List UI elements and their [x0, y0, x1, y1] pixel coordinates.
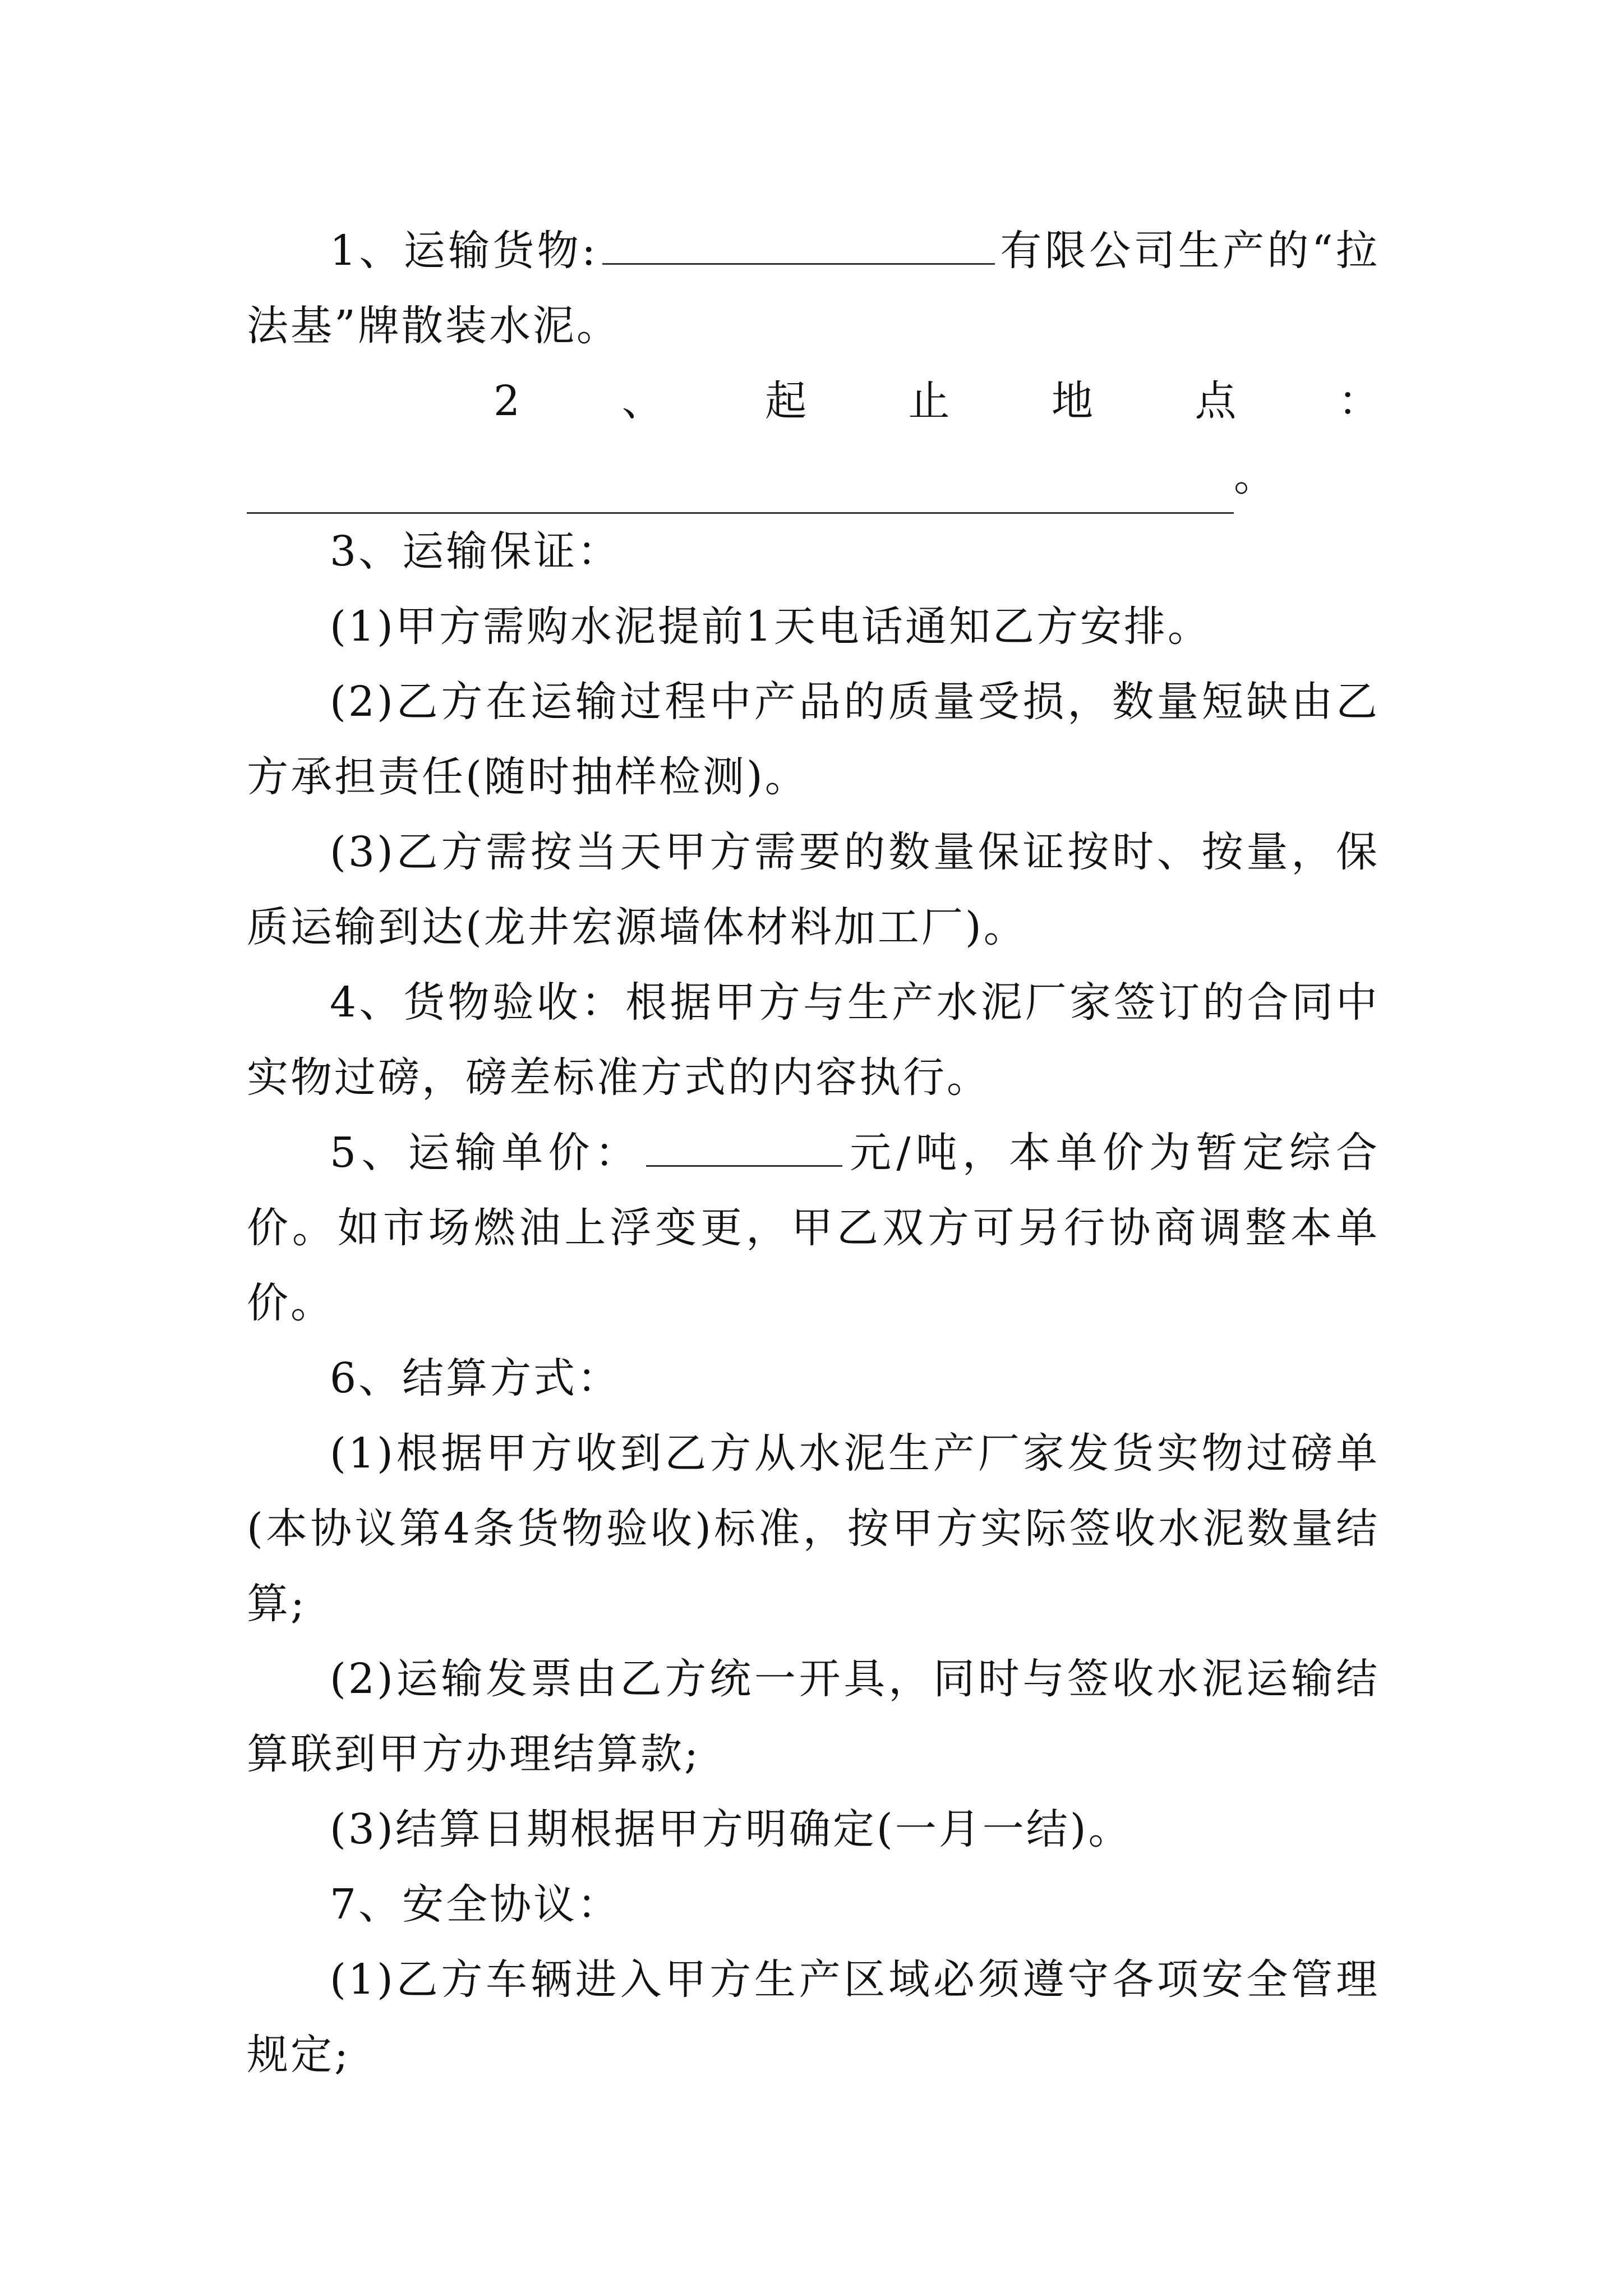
clause-3-item-1: (1)甲方需购水泥提前1天电话通知乙方安排。: [330, 602, 1211, 651]
clause-1: [247, 213, 1380, 364]
clause-2-route: [247, 439, 1380, 514]
clause-2-end: 。: [1234, 452, 1275, 500]
document-page: [247, 213, 1380, 2092]
clause-2-char-1: 起: [765, 377, 807, 425]
clause-2-char-3: 地: [1052, 377, 1094, 425]
goods-blank-line: [602, 217, 995, 265]
price-blank-line: [646, 1119, 842, 1167]
clause-2-heading: [247, 364, 1380, 439]
clause-3-item-2: (2)乙方在运输过程中产品的质量受损，数量短缺由乙方承担责任(随时抽样检测)。: [247, 678, 1380, 801]
clause-4: 4、货物验收：根据甲方与生产水泥厂家签订的合同中实物过磅，磅差标准方式的内容执行。: [247, 978, 1380, 1102]
clause-2-char-4: 点: [1195, 377, 1237, 425]
clause-1-prefix: 1、运输货物:: [330, 227, 598, 275]
clause-6-item-2: (2)运输发票由乙方统一开具，同时与签收水泥运输结算联到甲方办理结算款;: [247, 1655, 1380, 1778]
clause-5: [247, 1115, 1380, 1341]
clause-5-suffix: 元/吨，本单价为暂定综合价。如市场燃油上浮变更，甲乙双方可另行协商调整本单价。: [247, 1129, 1380, 1327]
clause-6-item-1: (1)根据甲方收到乙方从水泥生产厂家发货实物过磅单(本协议第4条货物验收)标准，按甲方实际签收水泥数量结算;: [247, 1429, 1380, 1628]
clause-7-title: 7、安全协议：: [330, 1880, 621, 1929]
clause-2-colon: ：: [1338, 377, 1380, 425]
route-blank-line: [247, 458, 1234, 514]
clause-1-suffix: 有限公司生产的“拉法基”牌散装水泥。: [247, 227, 1380, 350]
clause-5-prefix: 5、运输单价：: [330, 1129, 642, 1177]
clause-3-title: 3、运输保证：: [330, 527, 621, 576]
clause-2-separator: 、: [621, 377, 663, 425]
clause-6-title: 6、结算方式：: [330, 1354, 621, 1402]
clause-3-item-3: (3)乙方需按当天甲方需要的数量保证按时、按量，保质运输到达(龙井宏源墙体材料加工厂)。: [247, 828, 1380, 951]
clause-2-char-2: 止: [908, 377, 950, 425]
clause-6-item-3: (3)结算日期根据甲方明确定(一月一结)。: [330, 1805, 1132, 1853]
clause-7-item-1: (1)乙方车辆进入甲方生产区域必须遵守各项安全管理规定;: [247, 1955, 1380, 2079]
clause-2-number: 2: [494, 377, 520, 425]
